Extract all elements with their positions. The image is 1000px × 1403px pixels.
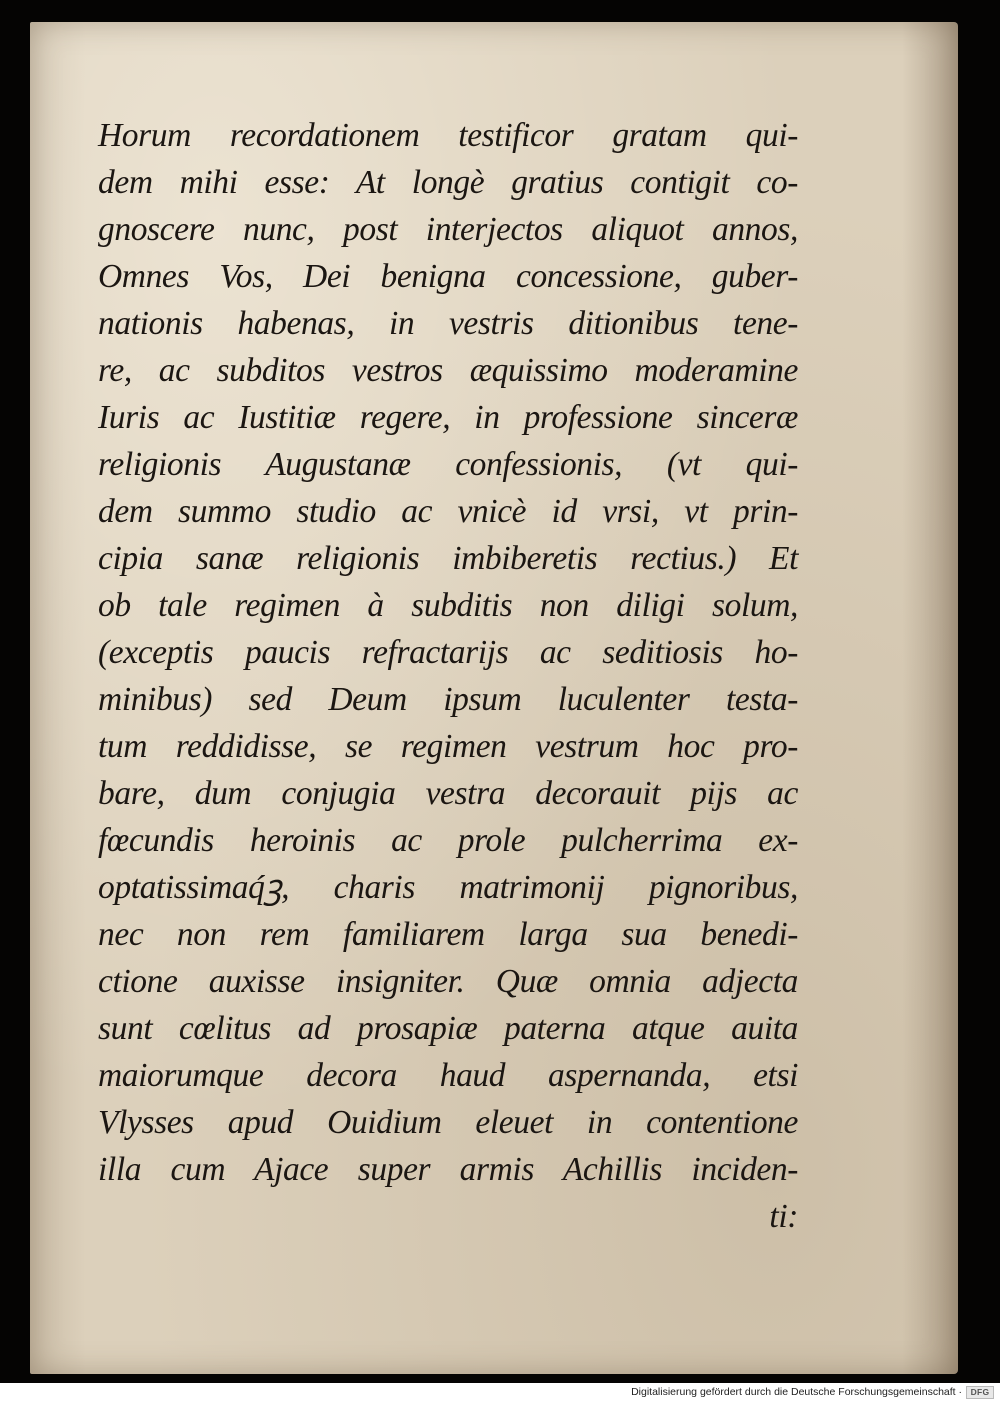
text-line: Omnes Vos, Dei benigna concessione, guber- bbox=[98, 258, 798, 295]
text-line: ob tale regimen à subditis non diligi solum, bbox=[98, 587, 798, 624]
funding-credit: Digitalisierung gefördert durch die Deutsche Forschungsgemeinschaft · bbox=[631, 1386, 962, 1398]
text-line: nec non rem familiarem larga sua benedi- bbox=[98, 916, 798, 953]
text-line: religionis Augustanæ confessionis, (vt qui- bbox=[98, 446, 798, 483]
text-line: dem mihi esse: At longè gratius contigit co- bbox=[98, 164, 798, 201]
text-line: ctione auxisse insigniter. Quæ omnia adjecta bbox=[98, 963, 798, 1000]
text-line: gnoscere nunc, post interjectos aliquot annos, bbox=[98, 211, 798, 248]
text-line: fœcundis heroinis ac prole pulcherrima ex- bbox=[98, 822, 798, 859]
text-line: tum reddidisse, se regimen vestrum hoc pro- bbox=[98, 728, 798, 765]
page-text bbox=[98, 112, 798, 1240]
text-line: Vlysses apud Ouidium eleuet in contentione bbox=[98, 1104, 798, 1141]
text-line: bare, dum conjugia vestra decorauit pijs ac bbox=[98, 775, 798, 812]
text-line: optatissimaq́ꝫ, charis matrimonij pignoribus, bbox=[98, 869, 798, 906]
text-line: sunt cœlitus ad prosapiæ paterna atque auita bbox=[98, 1010, 798, 1047]
book-page bbox=[30, 22, 958, 1374]
catchword: ti: bbox=[769, 1198, 798, 1235]
text-line: dem summo studio ac vnicè id vrsi, vt prin- bbox=[98, 493, 798, 530]
text-line: maiorumque decora haud aspernanda, etsi bbox=[98, 1057, 798, 1094]
text-line: Horum recordationem testificor gratam qui- bbox=[98, 117, 798, 154]
text-line: Iuris ac Iustitiæ regere, in professione sinceræ bbox=[98, 399, 798, 436]
text-line: nationis habenas, in vestris ditionibus tene- bbox=[98, 305, 798, 342]
text-line: cipia sanæ religionis imbiberetis rectius.) Et bbox=[98, 540, 798, 577]
dfg-logo-icon: DFG bbox=[966, 1386, 994, 1399]
footer-bar bbox=[0, 1383, 1000, 1403]
text-line: illa cum Ajace super armis Achillis inciden- bbox=[98, 1151, 798, 1188]
text-line: re, ac subditos vestros æquissimo moderamine bbox=[98, 352, 798, 389]
text-line: (exceptis paucis refractarijs ac seditiosis ho- bbox=[98, 634, 798, 671]
text-line: minibus) sed Deum ipsum luculenter testa- bbox=[98, 681, 798, 718]
